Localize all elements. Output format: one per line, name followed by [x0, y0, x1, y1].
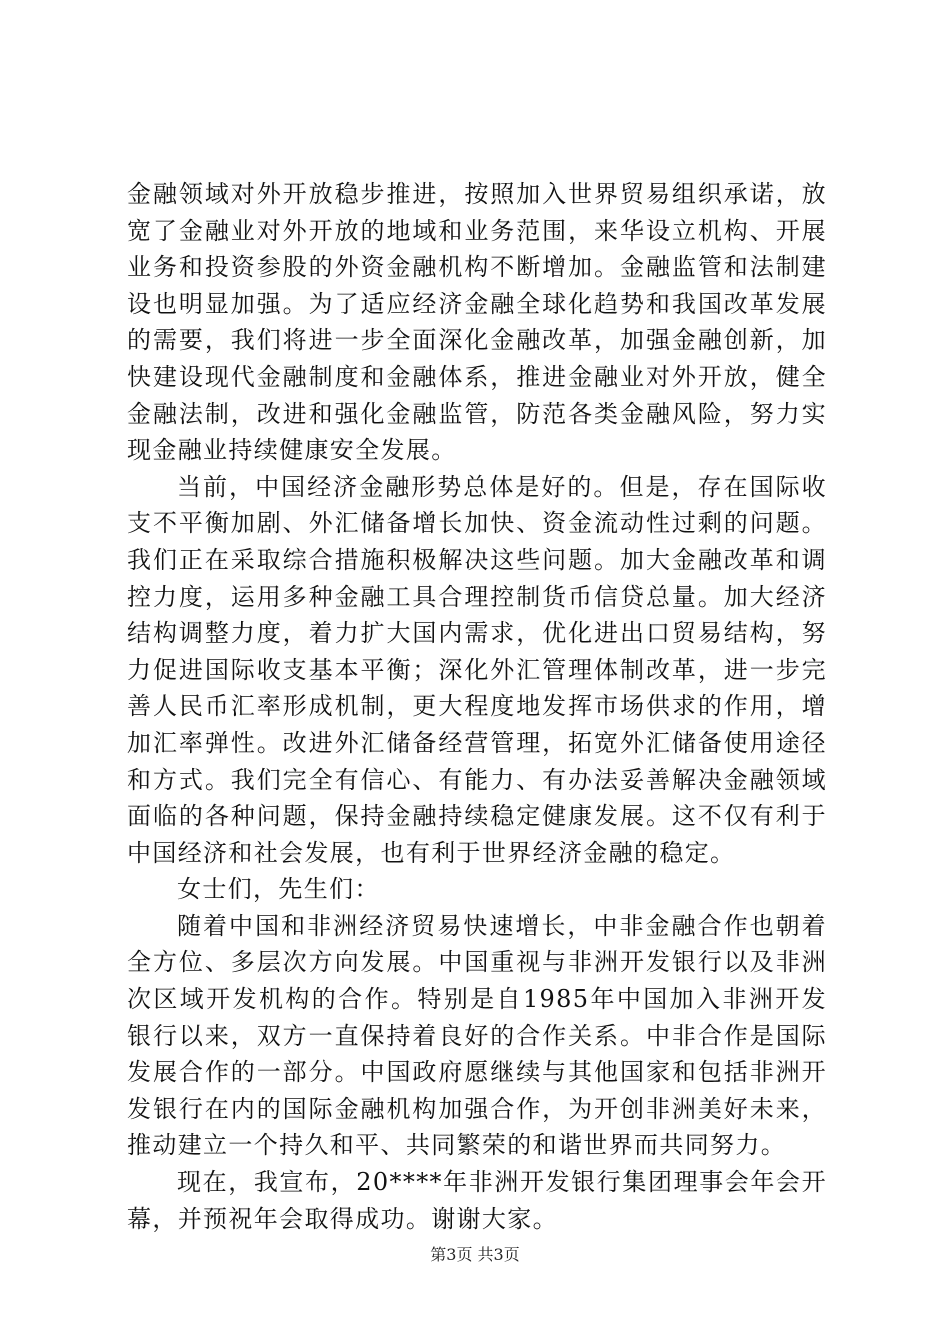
paragraph-financial-opening: 金融领域对外开放稳步推进，按照加入世界贸易组织承诺，放宽了金融业对外开放的地域和业务范围，来华设立机构、开展业务和投资参股的外资金融机构不断增加。金融监管和法制建设也明显加强。为了适应经济金融全球化趋势和我国改革发展的需要，我们将进一步全面深化金融改革，加强金融创新，加快建设现代金融制度和金融体系，推进金融业对外开放，健全金融法制，改进和强化金融监管，防范各类金融风险，努力实现金融业持续健康安全发展。	[127, 180, 827, 465]
paragraph-closing: 现在，我宣布，20****年非洲开发银行集团理事会年会开幕，并预祝年会取得成功。谢谢大家。	[127, 1168, 827, 1233]
paragraph-china-africa-cooperation: 随着中国和非洲经济贸易快速增长，中非金融合作也朝着全方位、多层次方向发展。中国重视与非洲开发银行以及非洲次区域开发机构的合作。特别是自1985年中国加入非洲开发银行以来，双方一直保持着良好的合作关系。中非合作是国际发展合作的一部分。中国政府愿继续与其他国家和包括非洲开发银行在内的国际金融机构加强合作，为开创非洲美好未来，推动建立一个持久和平、共同繁荣的和谐世界而共同努力。	[127, 911, 827, 1160]
paragraph-current-situation: 当前，中国经济金融形势总体是好的。但是，存在国际收支不平衡加剧、外汇储备增长加快、资金流动性过剩的问题。我们正在采取综合措施积极解决这些问题。加大金融改革和调控力度，运用多种金融工具合理控制货币信贷总量。加大经济结构调整力度，着力扩大国内需求，优化进出口贸易结构，努力促进国际收支基本平衡；深化外汇管理体制改革，进一步完善人民币汇率形成机制，更大程度地发挥市场供求的作用，增加汇率弹性。改进外汇储备经营管理，拓宽外汇储备使用途径和方式。我们完全有信心、有能力、有办法妥善解决金融领域面临的各种问题，保持金融持续稳定健康发展。这不仅有利于中国经济和社会发展，也有利于世界经济金融的稳定。	[127, 472, 827, 867]
document-body	[127, 176, 827, 1237]
paragraph-salutation: 女士们，先生们：	[177, 875, 380, 904]
page-footer: 第3页 共3页	[430, 1245, 520, 1264]
